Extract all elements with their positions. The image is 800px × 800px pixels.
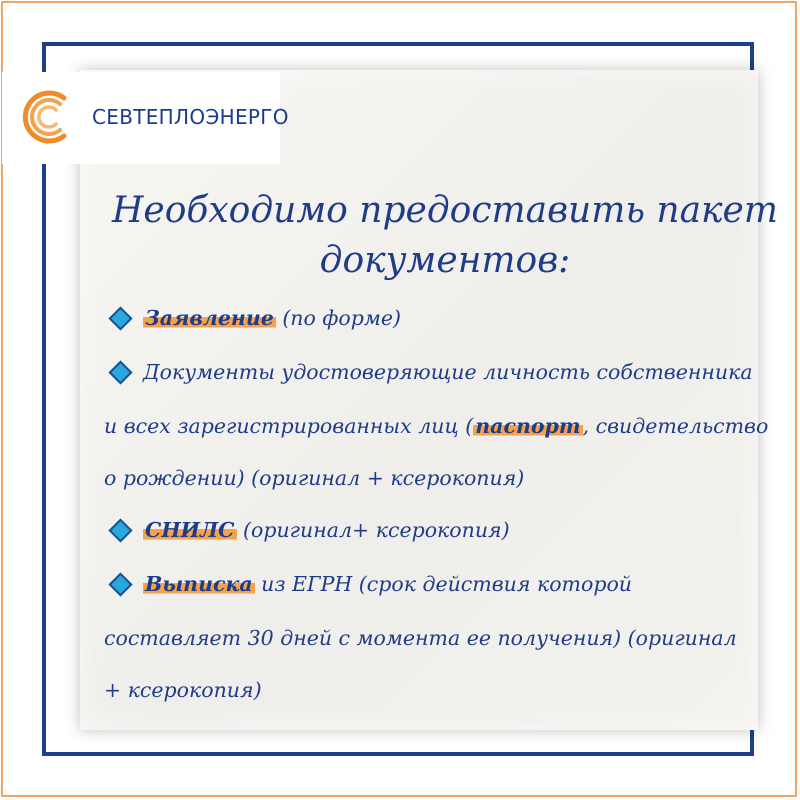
c-ring-logo-icon bbox=[18, 86, 80, 148]
list-item-application bbox=[104, 306, 401, 330]
title-line-1: Необходимо предоставить пакет bbox=[112, 190, 778, 231]
list-item-snils bbox=[104, 518, 510, 542]
item-text: из ЕГРН (срок действия которой bbox=[254, 572, 632, 596]
item-text: (оригинал+ ксерокопия) bbox=[236, 518, 510, 542]
item-text: + ксерокопия) bbox=[104, 678, 262, 702]
page-title bbox=[100, 186, 790, 286]
item-text: , свидетельство bbox=[582, 414, 769, 438]
item-text: о рождении) (оригинал + ксерокопия) bbox=[104, 466, 525, 490]
logo-text: СЕВТЕПЛОЭНЕРГО bbox=[92, 105, 289, 129]
list-item-identity-docs-line2 bbox=[104, 414, 768, 438]
highlight-application: Заявление bbox=[145, 306, 274, 330]
title-line-2: документов: bbox=[319, 240, 571, 281]
highlight-snils: СНИЛС bbox=[145, 518, 235, 542]
diamond-bullet-icon bbox=[108, 572, 132, 596]
item-text: (по форме) bbox=[275, 306, 402, 330]
diamond-bullet-icon bbox=[108, 360, 132, 384]
diamond-bullet-icon bbox=[108, 306, 132, 330]
highlight-extract: Выписка bbox=[145, 572, 253, 596]
item-text: и всех зарегистрированных лиц ( bbox=[104, 414, 474, 438]
list-item-identity-docs-line3 bbox=[104, 466, 524, 490]
diamond-bullet-icon bbox=[108, 518, 132, 542]
list-item-egrn-extract-line3 bbox=[104, 678, 262, 702]
list-item-identity-docs bbox=[104, 360, 753, 384]
highlight-passport: паспорт bbox=[475, 414, 581, 438]
item-text: Документы удостоверяющие личность собственника bbox=[143, 360, 753, 384]
logo bbox=[2, 72, 289, 164]
list-item-egrn-extract-line2 bbox=[104, 626, 737, 650]
item-text: составляет 30 дней с момента ее получения) (оригинал bbox=[104, 626, 737, 650]
list-item-egrn-extract bbox=[104, 572, 632, 596]
